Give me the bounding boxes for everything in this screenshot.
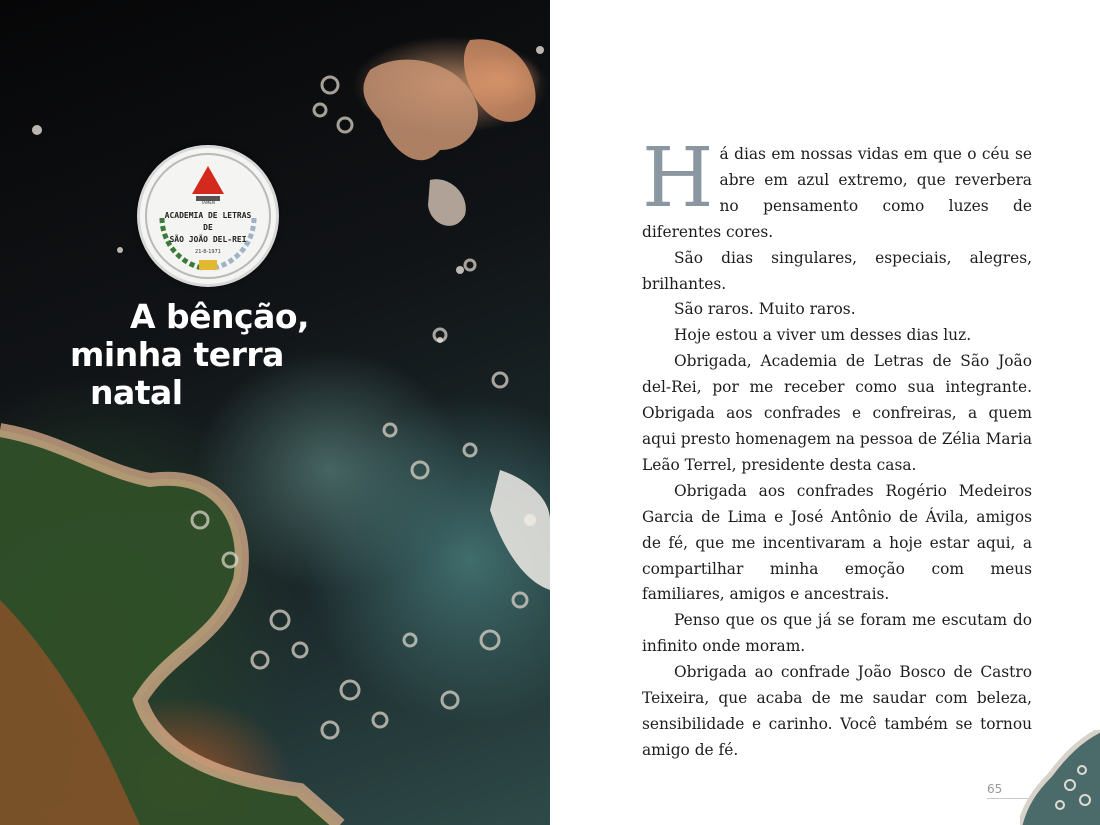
paragraph-6: Obrigada aos confrades Rogério Medeiros Garcia de Lima e José Antônio de Ávila, amigos de fé, que me incentivaram a hoje estar aqui, a compartilhar minha emoção com meus familiares, amigos e ancestrais.	[642, 481, 1032, 604]
seal-top-text: TAMEN	[201, 200, 215, 205]
seal-date: 21-8-1971	[195, 249, 221, 255]
seal-ring-text: ACADEMIA DE LETRAS	[164, 211, 252, 220]
right-page-text	[550, 0, 1100, 825]
paragraph-8: Obrigada ao confrade João Bosco de Castro Teixeira, que acaba de me saudar com beleza, sensibilidade e carinho. Você também se tornou amigo de fé.	[642, 663, 1032, 759]
paragraph-2: São dias singulares, especiais, alegres, brilhantes.	[642, 248, 1032, 293]
drop-cap: H	[642, 131, 714, 226]
seal-line3: SÃO JOÃO DEL-REI	[169, 235, 247, 244]
paragraph-3: São raros. Muito raros.	[674, 300, 856, 319]
paragraph-1	[642, 131, 1032, 246]
body-text	[642, 131, 1032, 764]
paragraph-5: Obrigada, Academia de Letras de São João del-Rei, por me receber como sua integrante. Obrigada aos confrades e confreiras, a quem aqui presto homenagem na pessoa de Zélia Maria Leão Terrel, presidente desta casa.	[642, 352, 1032, 474]
seal-line2: DE	[203, 223, 213, 232]
chapter-title-line-1: A bênção,	[130, 297, 310, 336]
seal-emblem-icon	[140, 148, 276, 284]
chapter-title-line-2: minha terra	[70, 335, 284, 374]
corner-coast-artwork	[1020, 730, 1100, 825]
paragraph-1-text: á dias em nossas vidas em que o céu se abre em azul extremo, que reverbera no pensamento como luzes de diferentes cores.	[642, 145, 1032, 241]
academy-seal-logo	[137, 145, 279, 287]
chapter-title-line-3: natal	[90, 373, 183, 412]
paragraph-7: Penso que os que já se foram me escutam do infinito onde moram.	[642, 611, 1032, 656]
chapter-title	[0, 298, 320, 412]
paragraph-4: Hoje estou a viver um desses dias luz.	[674, 326, 972, 345]
page-number: 65	[987, 782, 1003, 796]
